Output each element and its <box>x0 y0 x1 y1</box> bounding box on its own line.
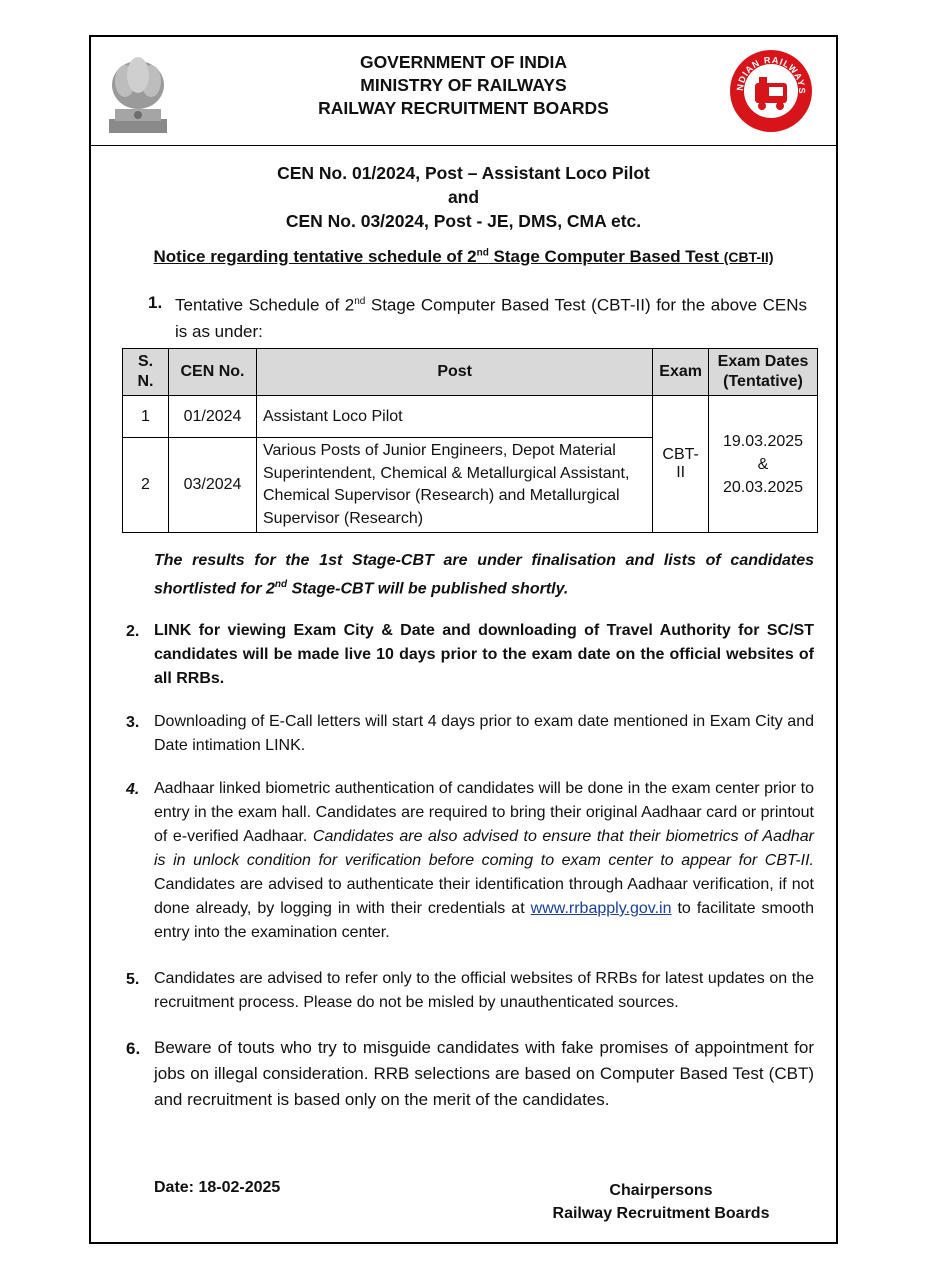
row-1-cen: 01/2024 <box>169 396 257 438</box>
item-6-number: 6. <box>126 1039 141 1058</box>
table-header-row <box>123 349 818 396</box>
header-sn: S. N. <box>123 349 169 396</box>
signatory-title: Chairpersons <box>609 1182 713 1199</box>
notice-document <box>89 35 838 1244</box>
notice-title: Notice regarding tentative schedule of 2nd Stage Computer Based Test (CBT-II) <box>153 247 774 266</box>
item-6-text: Beware of touts who try to misguide candidates with fake promises of appointment for jobs on illegal consideration. RRB selections are based on Computer Based Test (CBT) and recruitment is based only on the merit of the candidates. <box>154 1038 814 1109</box>
table-row <box>123 396 818 438</box>
schedule-table <box>122 348 818 533</box>
dates-cell: 19.03.2025 & 20.03.2025 <box>709 396 818 533</box>
letterhead-line-ministry: MINISTRY OF RAILWAYS <box>360 75 567 95</box>
notice-date: Date: 18-02-2025 <box>154 1179 281 1196</box>
exam-cell: CBT-II <box>653 396 709 533</box>
item-4-number: 4. <box>126 781 140 798</box>
row-2-post: Various Posts of Junior Engineers, Depot Material Superintendent, Chemical & Metallurgical Assistant, Chemical Supervisor (Research) and Metallurgical Supervisor (Research) <box>257 438 653 533</box>
row-1-post: Assistant Loco Pilot <box>257 396 653 438</box>
header-post: Post <box>257 349 653 396</box>
row-2-cen: 03/2024 <box>169 438 257 533</box>
item-5-number: 5. <box>126 971 140 988</box>
svg-text:INDIAN RAILWAYS: NDIAN RAILWAYS <box>734 54 808 95</box>
header-dates: Exam Dates (Tentative) <box>709 349 818 396</box>
item-2-number: 2. <box>126 623 140 640</box>
item-3-number: 3. <box>126 714 140 731</box>
letterhead <box>91 37 836 146</box>
row-2-sn: 2 <box>123 438 169 533</box>
item-1-text: Tentative Schedule of 2nd Stage Computer Based Test (CBT-II) for the above CENs is as under: <box>175 295 807 341</box>
item-3-text: Downloading of E-Call letters will start 4 days prior to exam date mentioned in Exam City and Date intimation LINK. <box>154 713 814 754</box>
header-cen: CEN No. <box>169 349 257 396</box>
signatory-org: Railway Recruitment Boards <box>552 1205 770 1222</box>
item-5-text: Candidates are advised to refer only to the official websites of RRBs for latest updates on the recruitment process. Please do not be misled by unauthenticated sources. <box>154 970 814 1011</box>
cen-line-alp: CEN No. 01/2024, Post – Assistant Loco Pilot <box>277 163 650 183</box>
row-1-sn: 1 <box>123 396 169 438</box>
item-1-number: 1. <box>148 293 163 312</box>
item-4-text: Aadhaar linked biometric authentication of candidates will be done in the exam center prior to entry in the exam hall. Candidates are required to bring their original Aadhaar card or printout of e-verified Aadhaar. Candidates are also advised to ensure that their biometrics of Aadhar is in unlock condition for verification before coming to exam center to appear for CBT-II. Candidates are advised to authenticate their identification through Aadhaar verification, if not done already, by logging in with their credentials at www.rrbapply.gov.in to facilitate smooth entry into the examination center. <box>154 780 815 941</box>
signatory-block <box>531 1179 791 1225</box>
results-note: The results for the 1st Stage-CBT are under finalisation and lists of candidates shortlisted for 2nd Stage-CBT will be published shortly. <box>154 552 814 598</box>
letterhead-line-government: GOVERNMENT OF INDIA <box>359 52 568 72</box>
letterhead-title <box>91 51 836 120</box>
indian-railways-logo-icon <box>729 49 813 133</box>
item-2-text: LINK for viewing Exam City & Date and downloading of Travel Authority for SC/ST candidates will be made live 10 days prior to the exam date on the official websites of all RRBs. <box>154 622 814 687</box>
cen-line-je: CEN No. 03/2024, Post - JE, DMS, CMA etc. <box>285 211 642 231</box>
header-exam: Exam <box>653 349 709 396</box>
rrbapply-link[interactable]: www.rrbapply.gov.in <box>530 900 672 917</box>
cen-heading <box>91 161 836 233</box>
cen-line-and: and <box>447 187 480 207</box>
letterhead-line-boards: RAILWAY RECRUITMENT BOARDS <box>318 98 609 118</box>
